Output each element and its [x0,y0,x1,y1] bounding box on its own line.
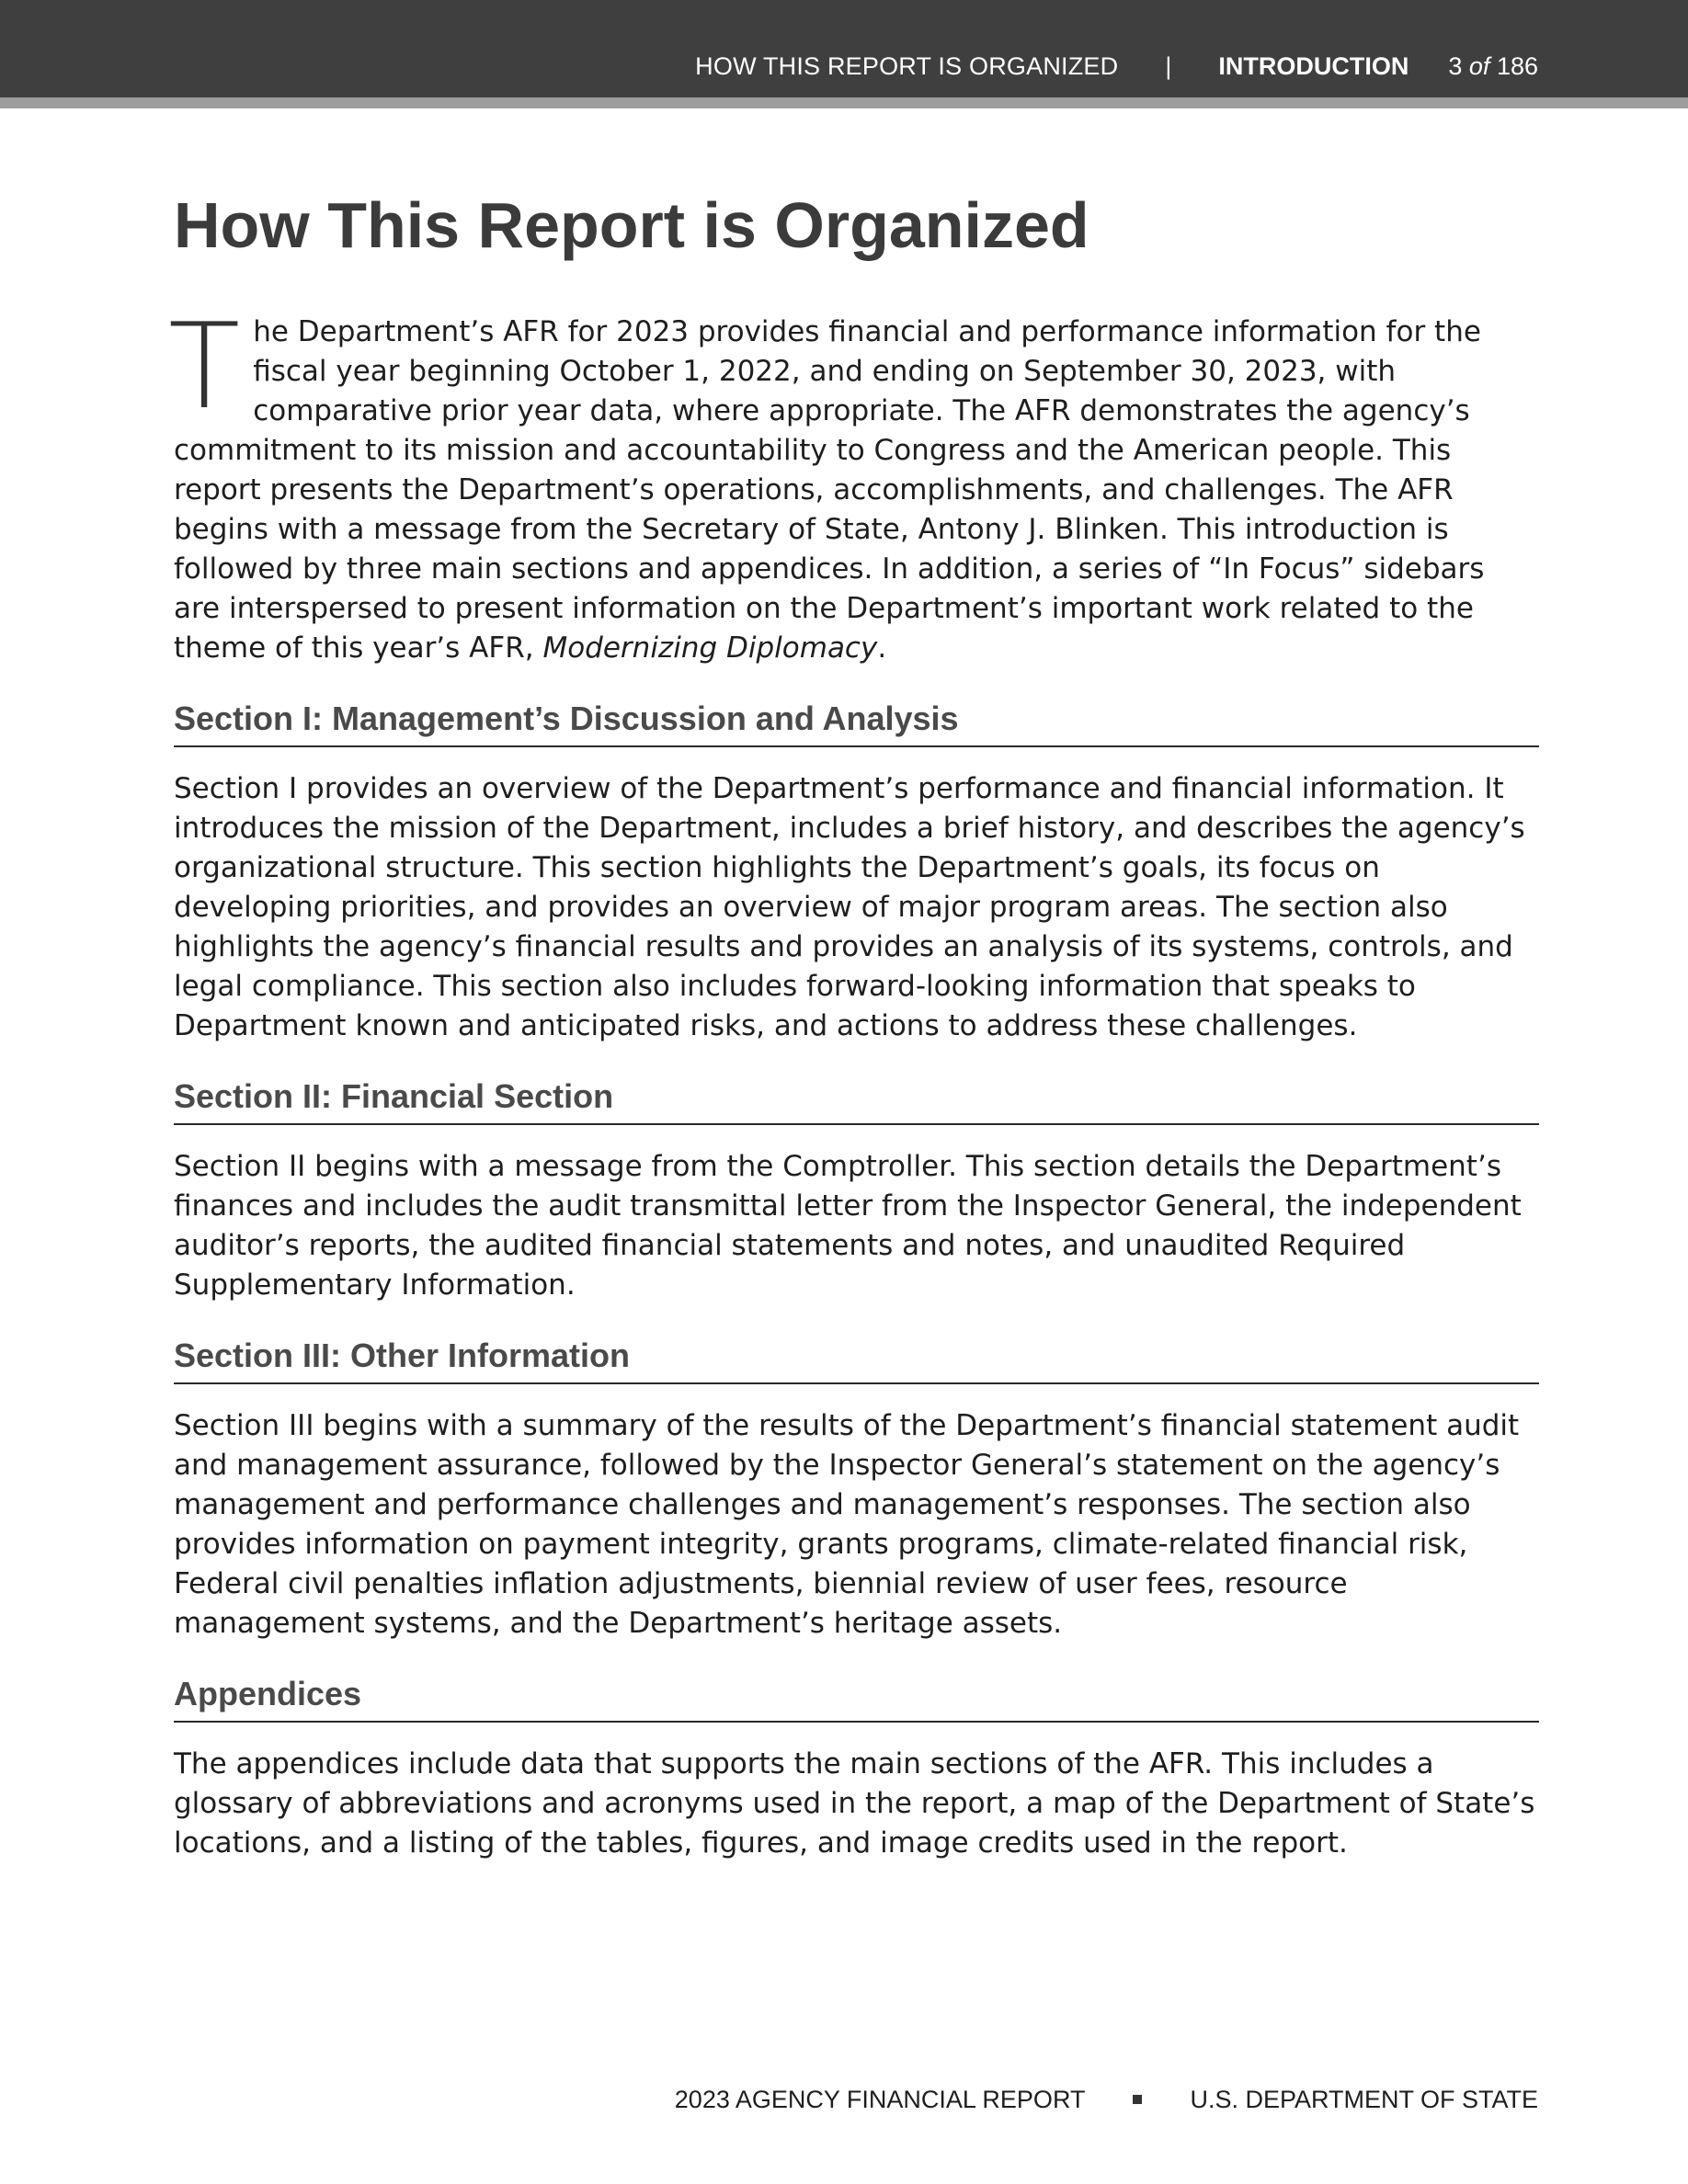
square-bullet-icon [1133,2095,1142,2104]
page-title: How This Report is Organized [174,189,1089,261]
footer-department: U.S. DEPARTMENT OF STATE [1190,2086,1538,2113]
footer [675,2085,1538,2114]
main-content [168,184,1539,1863]
section-3 [174,1337,1539,1644]
section-appendices [174,1675,1539,1863]
section-body: The appendices include data that supports the main sections of the AFR. This includes a glossary of abbreviations and acronyms used in the report, a map of the Department of State’s locations, and a listing of the tables, figures, and image credits used in the report. [174,1747,1535,1860]
section-1 [174,700,1539,1046]
section-heading: Appendices [174,1675,1539,1723]
intro-paragraph [168,299,1539,668]
section-body: Section II begins with a message from the Comptroller. This section details the Department’s finances and includes the audit transmittal letter from the Inspector General, the independent auditor’s reports, the audited financial statements and notes, and unaudited Required Supplementary Information. [174,1150,1522,1302]
header-bar [0,0,1688,97]
section-body: Section I provides an overview of the Department’s performance and financial information. It introduces the mission of the Department, includes a brief history, and describes the agency’s organizational structure. This section highlights the Department’s goals, its focus on developing priorities, and provides an overview of major program areas. The section also highlights the agency’s financial results and provides an analysis of its systems, controls, and legal compliance. This section also includes forward-looking information that speaks to Department known and anticipated risks, and actions to address these challenges. [174,772,1525,1042]
page-of: of [1468,52,1490,80]
header-nav [695,52,1538,80]
section-link[interactable]: HOW THIS REPORT IS ORGANIZED [695,52,1119,80]
page-counter [1448,52,1538,80]
header-separator: | [1165,52,1172,80]
page-total: 186 [1496,52,1538,80]
section-heading: Section I: Management’s Discussion and Analysis [174,700,1539,747]
header-underline [0,97,1688,108]
page-current: 3 [1448,52,1463,80]
section-heading: Section III: Other Information [174,1337,1539,1384]
section-2 [174,1077,1539,1305]
intro-end: . [877,631,887,665]
section-heading: Section II: Financial Section [174,1077,1539,1125]
intro-text: he Department’s AFR for 2023 provides financial and performance information for the fiscal year beginning October 1, 2022, and ending on September 30, 2023, with comparative prior year data, where appropriate. The AFR demonstrates the agency’s commitment to its mission and accountability to Congress and the American people. This report presents the Department’s operations, accomplishments, and challenges. The AFR begins with a message from the Secretary of State, Antony J. Blinken. This introduction is followed by three main sections and appendices. In addition, a series of “In Focus” sidebars are interspersed to present information on the Department’s important work related to the theme of this year’s AFR, [174,315,1485,665]
chapter-link[interactable]: INTRODUCTION [1218,52,1409,80]
footer-report-name: 2023 AGENCY FINANCIAL REPORT [674,2086,1086,2113]
intro-theme: Modernizing Diplomacy [542,631,878,665]
section-body: Section III begins with a summary of the results of the Department’s financial statement audit and management assurance, followed by the Inspector General’s statement on the agency’s management and performance challenges and management’s responses. The section also provides information on payment integrity, grants programs, climate-related financial risk, Federal civil penalties inflation adjustments, biennial review of user fees, resource management systems, and the Department’s heritage assets. [174,1409,1520,1640]
dropcap: T [168,299,241,436]
